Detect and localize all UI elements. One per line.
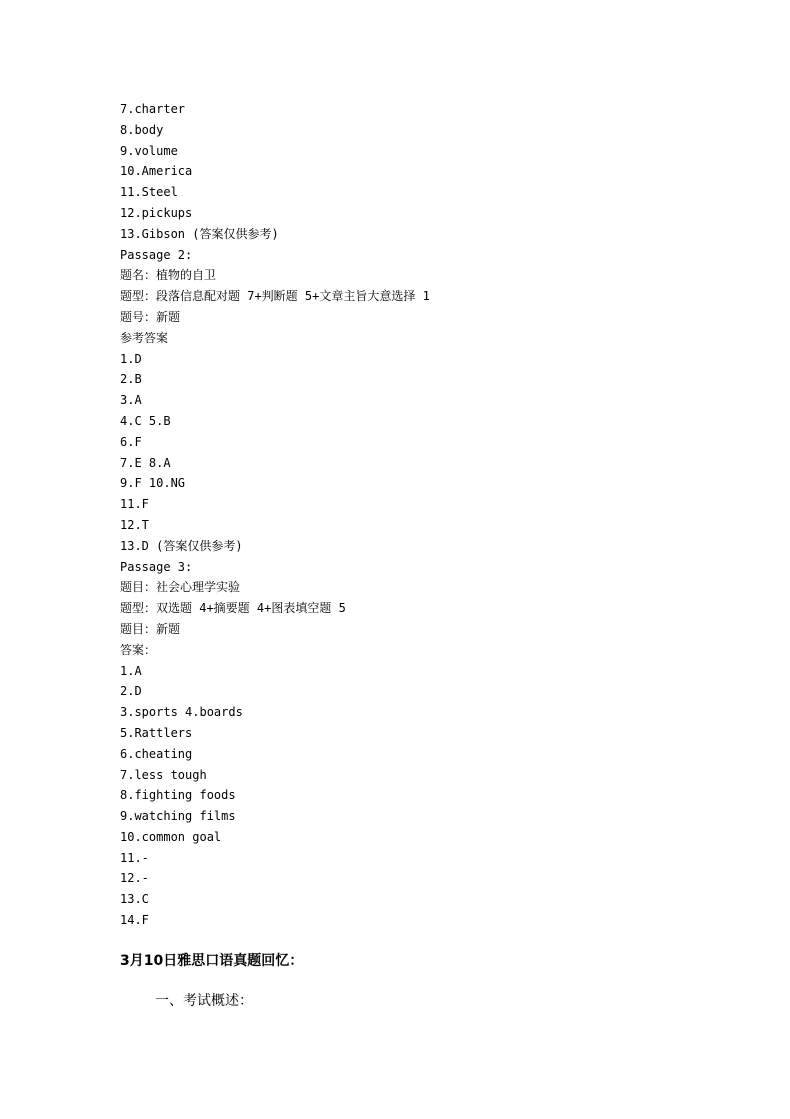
text-line: 8.fighting foods xyxy=(120,788,236,803)
text-line: 9.F 10.NG xyxy=(120,476,186,491)
text-line: 6.F xyxy=(120,434,142,449)
text-line: 11.F xyxy=(120,497,149,512)
text-line: 7.charter xyxy=(120,102,186,116)
text-line: 3.sports 4.boards xyxy=(120,705,243,720)
text-line: 答案： xyxy=(120,642,157,657)
text-line: 参考答案 xyxy=(120,330,169,345)
text-line: 1.A xyxy=(120,663,142,678)
text-line: 12.pickups xyxy=(120,205,193,220)
subsection-heading: 一、考试概述： xyxy=(155,993,253,1009)
text-line: 13.C xyxy=(120,892,149,907)
text-line: 题型：段落信息配对题 7+判断题 5+文章主旨大意选择 1 xyxy=(120,289,430,304)
text-line: 11.Steel xyxy=(120,185,178,200)
text-line: Passage 2: xyxy=(120,247,193,262)
text-line: 9.watching films xyxy=(120,809,236,824)
text-line: 题目：新题 xyxy=(120,621,181,636)
document-body xyxy=(120,99,720,931)
text-line: 题名：植物的自卫 xyxy=(120,268,217,283)
text-line: 题型：双选题 4+摘要题 4+图表填空题 5 xyxy=(120,601,346,616)
text-line: 13.D (答案仅供参考) xyxy=(120,538,243,553)
text-line: Passage 3: xyxy=(120,559,193,574)
text-line: 10.America xyxy=(120,164,193,179)
section-heading: 3月10日雅思口语真题回忆： xyxy=(120,953,304,969)
text-line: 12.- xyxy=(120,871,149,886)
text-line: 14.F xyxy=(120,913,149,928)
text-line: 13.Gibson (答案仅供参考) xyxy=(120,226,279,241)
text-line: 3.A xyxy=(120,393,142,408)
text-line: 1.D xyxy=(120,351,142,366)
text-line: 2.B xyxy=(120,372,142,387)
text-line: 8.body xyxy=(120,122,164,137)
text-line: 7.E 8.A xyxy=(120,455,171,470)
text-line: 7.less tough xyxy=(120,767,207,782)
text-line: 5.Rattlers xyxy=(120,725,193,740)
text-line: 10.common goal xyxy=(120,829,222,844)
text-line: 2.D xyxy=(120,684,142,699)
text-line: 题目：社会心理学实验 xyxy=(120,580,241,595)
text-line: 12.T xyxy=(120,517,149,532)
text-line: 题号：新题 xyxy=(120,309,181,324)
text-line: 6.cheating xyxy=(120,746,193,761)
text-line: 9.volume xyxy=(120,143,178,158)
text-line: 11.- xyxy=(120,850,149,865)
text-line: 4.C 5.B xyxy=(120,413,171,428)
